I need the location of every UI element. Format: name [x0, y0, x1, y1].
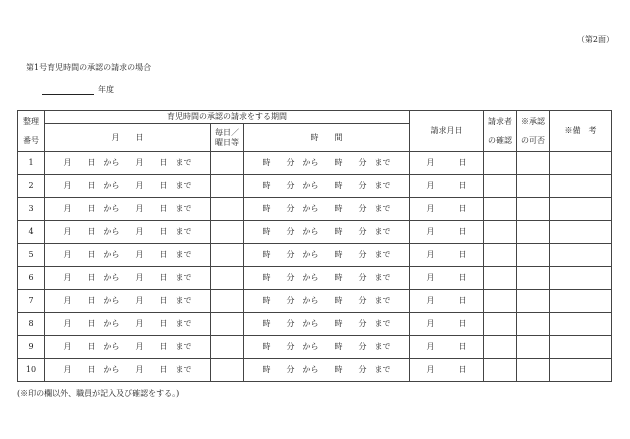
- date-range-cell[interactable]: 月 日 から 月 日 まで: [45, 175, 211, 198]
- requester-confirm-cell[interactable]: [484, 359, 517, 382]
- remarks-cell[interactable]: [550, 313, 612, 336]
- approval-cell[interactable]: [517, 336, 550, 359]
- fiscal-year-blank[interactable]: [42, 85, 94, 95]
- row-number: 7: [18, 290, 45, 313]
- daily-weekday-cell[interactable]: [211, 267, 244, 290]
- header-remarks: ※備 考: [550, 111, 612, 152]
- table-row: [18, 336, 612, 359]
- daily-weekday-cell[interactable]: [211, 313, 244, 336]
- time-range-cell[interactable]: 時 分 から 時 分 まで: [244, 313, 410, 336]
- fiscal-year-label: 年度: [98, 85, 114, 94]
- date-range-cell[interactable]: 月 日 から 月 日 まで: [45, 244, 211, 267]
- requester-confirm-cell[interactable]: [484, 152, 517, 175]
- remarks-cell[interactable]: [550, 198, 612, 221]
- remarks-cell[interactable]: [550, 175, 612, 198]
- approval-cell[interactable]: [517, 313, 550, 336]
- table-row: [18, 152, 612, 175]
- daily-weekday-cell[interactable]: [211, 221, 244, 244]
- remarks-cell[interactable]: [550, 244, 612, 267]
- time-range-cell[interactable]: 時 分 から 時 分 まで: [244, 221, 410, 244]
- header-time: 時 間: [244, 124, 410, 152]
- row-number: 6: [18, 267, 45, 290]
- row-number: 9: [18, 336, 45, 359]
- form-title: 第1号育児時間の承認の請求の場合: [26, 63, 152, 72]
- table-row: [18, 359, 612, 382]
- daily-weekday-cell[interactable]: [211, 290, 244, 313]
- request-date-cell[interactable]: 月 日: [410, 244, 484, 267]
- daily-weekday-cell[interactable]: [211, 244, 244, 267]
- request-table: [17, 110, 612, 382]
- approval-cell[interactable]: [517, 244, 550, 267]
- header-month-day: 月 日: [45, 124, 211, 152]
- time-range-cell[interactable]: 時 分 から 時 分 まで: [244, 359, 410, 382]
- time-range-cell[interactable]: 時 分 から 時 分 まで: [244, 244, 410, 267]
- table-row: [18, 221, 612, 244]
- remarks-cell[interactable]: [550, 336, 612, 359]
- date-range-cell[interactable]: 月 日 から 月 日 まで: [45, 290, 211, 313]
- remarks-cell[interactable]: [550, 290, 612, 313]
- table-row: [18, 198, 612, 221]
- request-date-cell[interactable]: 月 日: [410, 267, 484, 290]
- header-period: 育児時間の承認の請求をする期間: [45, 111, 410, 124]
- approval-cell[interactable]: [517, 359, 550, 382]
- footnote: (※印の欄以外、職員が記入及び確認をする。): [17, 389, 180, 398]
- row-number: 5: [18, 244, 45, 267]
- date-range-cell[interactable]: 月 日 から 月 日 まで: [45, 336, 211, 359]
- request-date-cell[interactable]: 月 日: [410, 221, 484, 244]
- request-date-cell[interactable]: 月 日: [410, 290, 484, 313]
- table-row: [18, 290, 612, 313]
- remarks-cell[interactable]: [550, 152, 612, 175]
- remarks-cell[interactable]: [550, 267, 612, 290]
- time-range-cell[interactable]: 時 分 から 時 分 まで: [244, 290, 410, 313]
- header-approval: ※承認 の可否: [517, 111, 550, 152]
- request-date-cell[interactable]: 月 日: [410, 175, 484, 198]
- header-requester-confirm: 請求者 の確認: [484, 111, 517, 152]
- requester-confirm-cell[interactable]: [484, 313, 517, 336]
- header-seiri-bangou: 整理 番号: [18, 111, 45, 152]
- requester-confirm-cell[interactable]: [484, 336, 517, 359]
- row-number: 3: [18, 198, 45, 221]
- row-number: 2: [18, 175, 45, 198]
- requester-confirm-cell[interactable]: [484, 267, 517, 290]
- requester-confirm-cell[interactable]: [484, 244, 517, 267]
- daily-weekday-cell[interactable]: [211, 198, 244, 221]
- row-number: 4: [18, 221, 45, 244]
- approval-cell[interactable]: [517, 267, 550, 290]
- requester-confirm-cell[interactable]: [484, 221, 517, 244]
- date-range-cell[interactable]: 月 日 から 月 日 まで: [45, 152, 211, 175]
- request-date-cell[interactable]: 月 日: [410, 152, 484, 175]
- table-row: [18, 267, 612, 290]
- time-range-cell[interactable]: 時 分 から 時 分 まで: [244, 336, 410, 359]
- approval-cell[interactable]: [517, 152, 550, 175]
- table-row: [18, 244, 612, 267]
- daily-weekday-cell[interactable]: [211, 175, 244, 198]
- row-number: 10: [18, 359, 45, 382]
- time-range-cell[interactable]: 時 分 から 時 分 まで: [244, 175, 410, 198]
- request-date-cell[interactable]: 月 日: [410, 198, 484, 221]
- header-daily-weekday: 毎日／ 曜日等: [211, 124, 244, 152]
- date-range-cell[interactable]: 月 日 から 月 日 まで: [45, 313, 211, 336]
- date-range-cell[interactable]: 月 日 から 月 日 まで: [45, 198, 211, 221]
- approval-cell[interactable]: [517, 290, 550, 313]
- remarks-cell[interactable]: [550, 221, 612, 244]
- time-range-cell[interactable]: 時 分 から 時 分 まで: [244, 198, 410, 221]
- row-number: 1: [18, 152, 45, 175]
- time-range-cell[interactable]: 時 分 から 時 分 まで: [244, 267, 410, 290]
- remarks-cell[interactable]: [550, 359, 612, 382]
- fiscal-year-line: [42, 84, 114, 95]
- date-range-cell[interactable]: 月 日 から 月 日 まで: [45, 359, 211, 382]
- daily-weekday-cell[interactable]: [211, 152, 244, 175]
- daily-weekday-cell[interactable]: [211, 336, 244, 359]
- approval-cell[interactable]: [517, 175, 550, 198]
- row-number: 8: [18, 313, 45, 336]
- date-range-cell[interactable]: 月 日 から 月 日 まで: [45, 221, 211, 244]
- daily-weekday-cell[interactable]: [211, 359, 244, 382]
- table-row: [18, 175, 612, 198]
- approval-cell[interactable]: [517, 198, 550, 221]
- requester-confirm-cell[interactable]: [484, 290, 517, 313]
- request-date-cell[interactable]: 月 日: [410, 313, 484, 336]
- date-range-cell[interactable]: 月 日 から 月 日 まで: [45, 267, 211, 290]
- header-request-date: 請求月日: [410, 111, 484, 152]
- request-date-cell[interactable]: 月 日: [410, 359, 484, 382]
- page-label: （第2面）: [576, 35, 614, 44]
- requester-confirm-cell[interactable]: [484, 198, 517, 221]
- table-row: [18, 313, 612, 336]
- request-date-cell[interactable]: 月 日: [410, 336, 484, 359]
- requester-confirm-cell[interactable]: [484, 175, 517, 198]
- time-range-cell[interactable]: 時 分 から 時 分 まで: [244, 152, 410, 175]
- approval-cell[interactable]: [517, 221, 550, 244]
